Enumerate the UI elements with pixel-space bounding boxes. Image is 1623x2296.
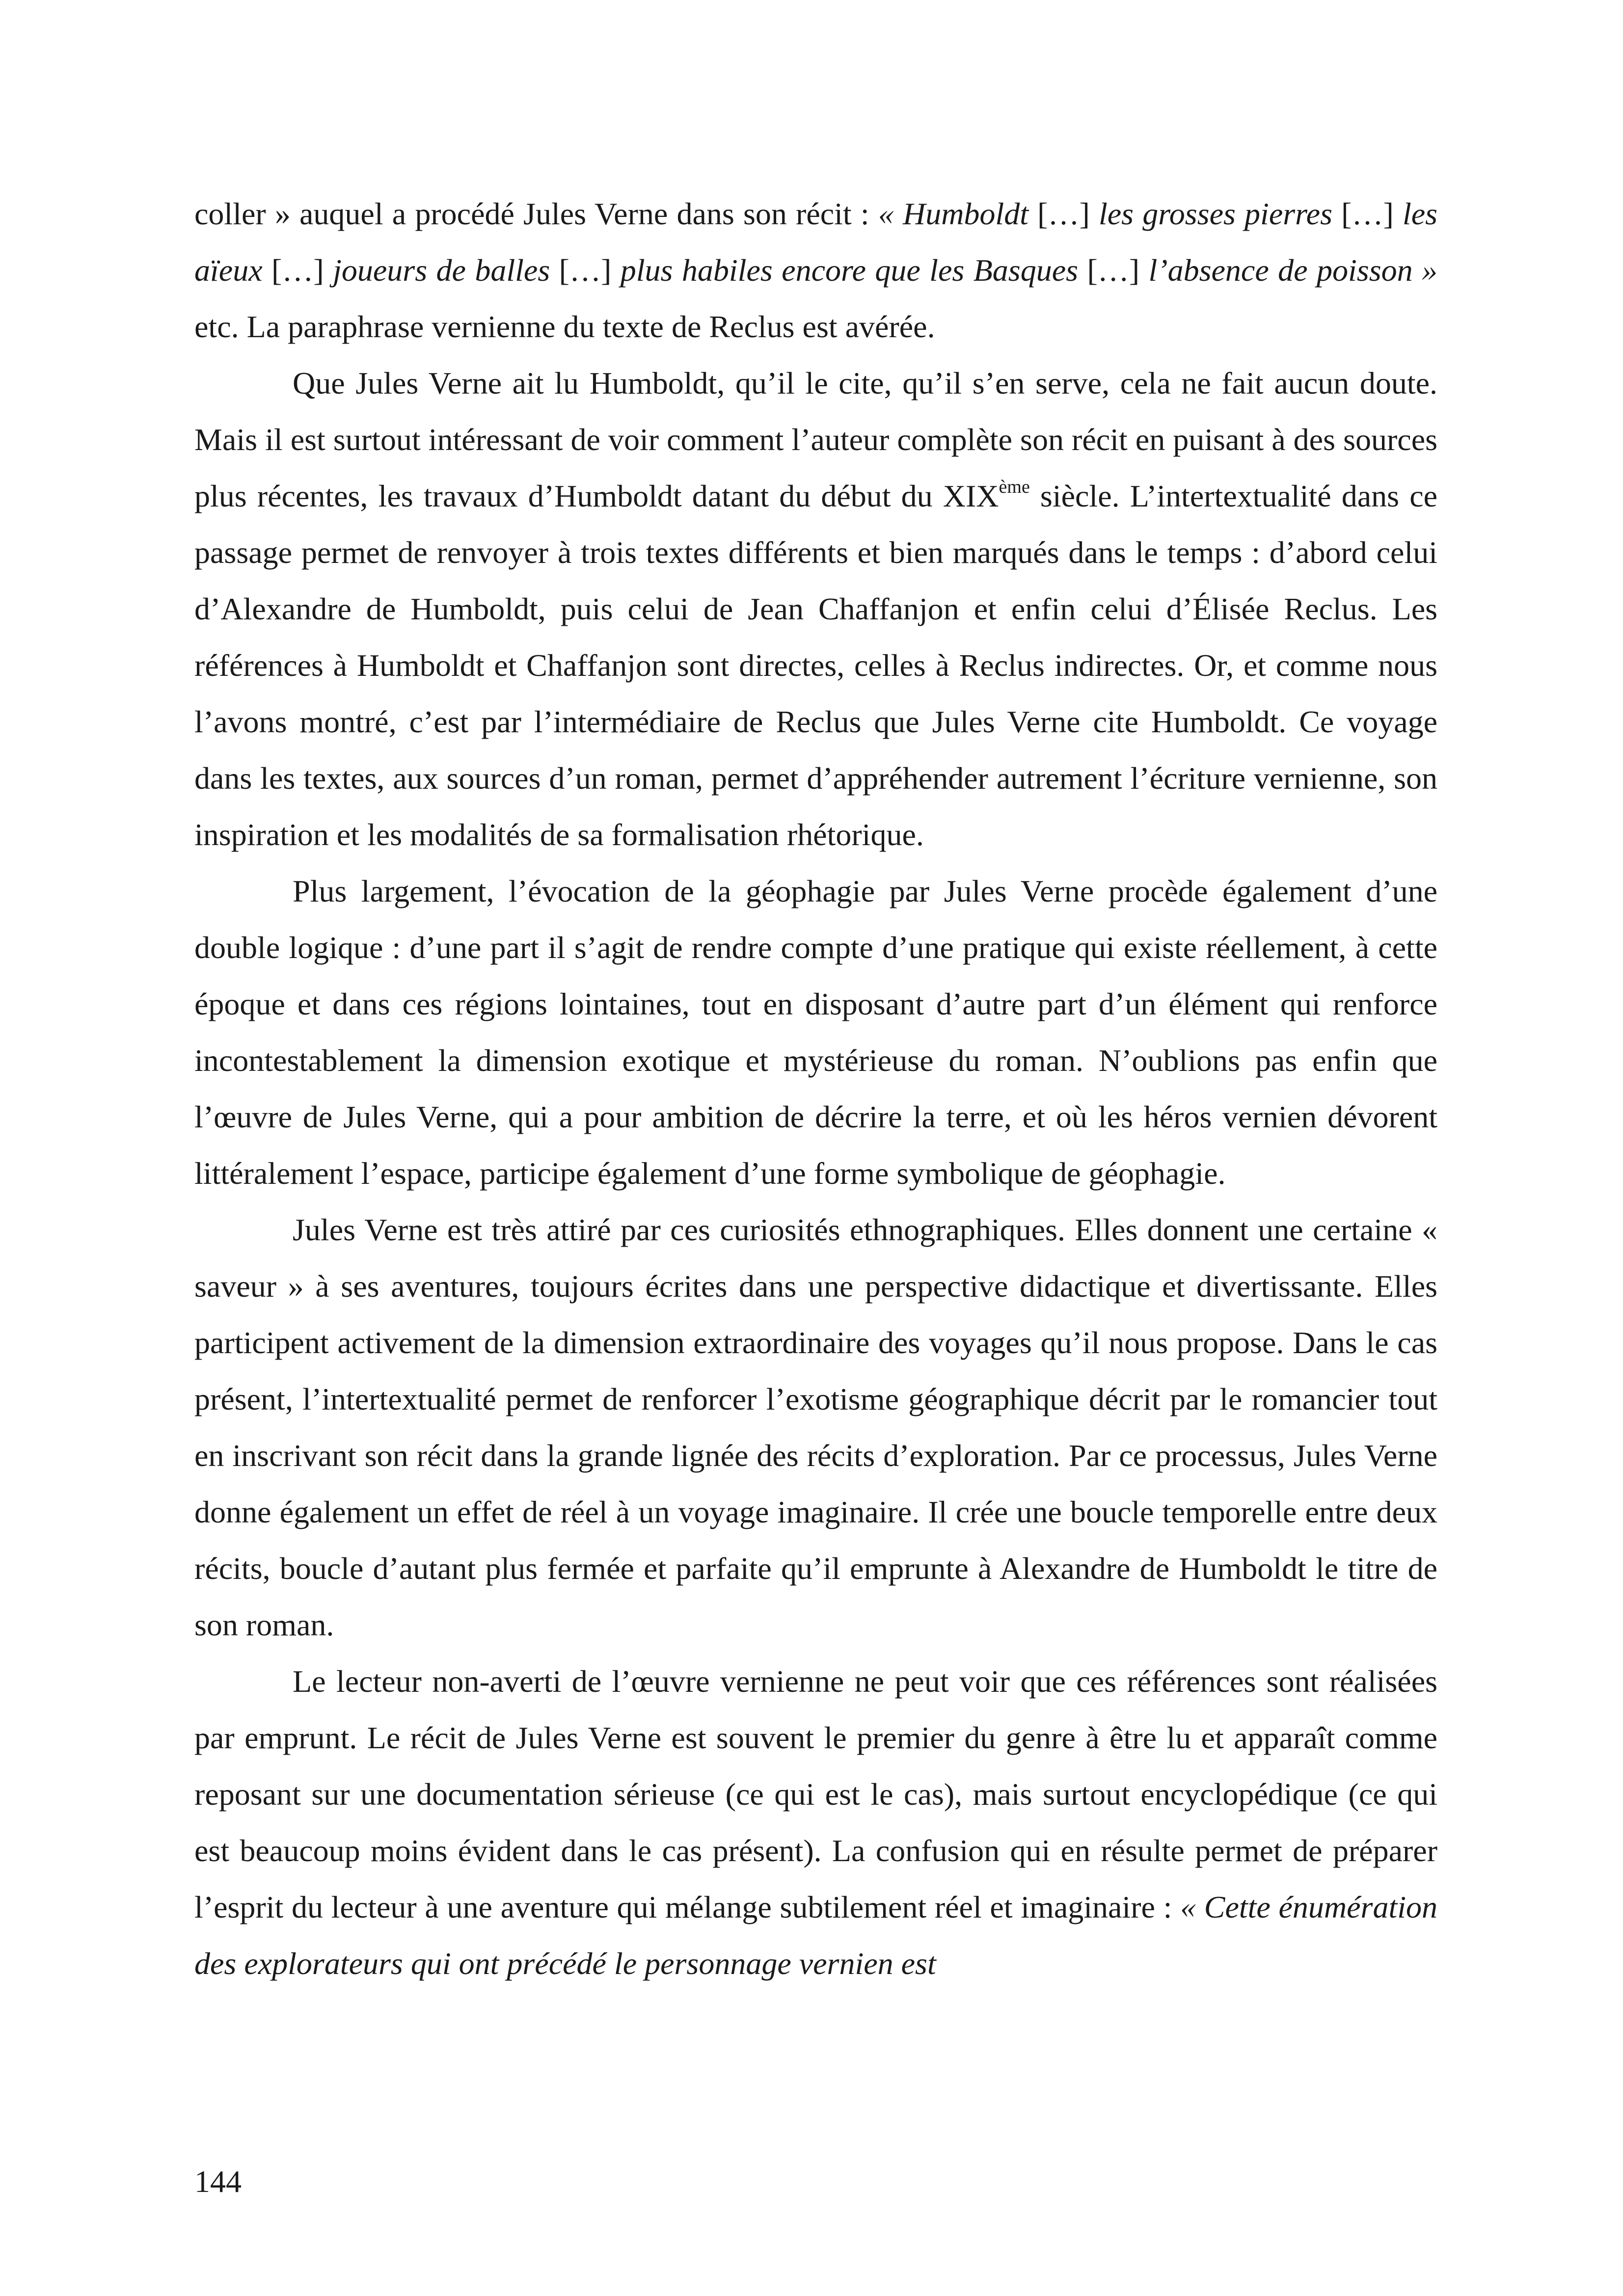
text-segment: Plus largement, l’évocation de la géophagie par Jules Verne procède également d’une double logique : d’une part il s’agit de rendre compte d’une pratique qui existe réellement, à cette époque et dans ces régions lointaines, tout en disposant d’autre part d’un élément qui renforce incontestablement la dimension exotique et mystérieuse du roman. N’oublions pas enfin que l’œuvre de Jules Verne, qui a pour ambition de décrire la terre, et où les héros vernien dévorent littéralement l’espace, participe également d’une forme symbolique de géophagie. — [194, 874, 1437, 1191]
paragraph-3 — [194, 863, 1437, 1201]
italic-quote-text: les grosses pierres — [1098, 196, 1342, 231]
italic-quote-text: plus habiles encore que les Basques — [620, 253, 1087, 288]
italic-quote-text: les aïeux — [194, 196, 1438, 288]
text-segment: coller » auquel a procédé Jules Verne dans son récit : — [194, 196, 878, 231]
paragraph-2 — [194, 355, 1437, 863]
text-segment: […] — [1087, 253, 1149, 288]
paragraph-1 — [194, 186, 1437, 355]
text-segment: Jules Verne est très attiré par ces curiosités ethnographiques. Elles donnent une certaine « saveur » à ses aventures, toujours écrites dans une perspective didactique et divertissante. Elles participent activement de la dimension extraordinaire des voyages qu’il nous propose. Dans le cas présent, l’intertextualité permet de renforcer l’exotisme géographique décrit par le romancier tout en inscrivant son récit dans la grande lignée des récits d’exploration. Par ce processus, Jules Verne donne également un effet de réel à un voyage imaginaire. Il crée une boucle temporelle entre deux récits, boucle d’autant plus fermée et parfaite qu’il emprunte à Alexandre de Humboldt le titre de son roman. — [194, 1212, 1437, 1642]
text-segment: […] — [559, 253, 621, 288]
italic-quote-text: joueurs de balles — [333, 253, 559, 288]
superscript-text: ème — [999, 477, 1030, 497]
text-segment: etc. La paraphrase vernienne du texte de Reclus est avérée. — [194, 309, 935, 344]
text-segment: […] — [1037, 196, 1099, 231]
paragraph-4 — [194, 1201, 1437, 1653]
text-segment: siècle. L’intertextualité dans ce passage permet de renvoyer à trois textes différents et bien marqués dans le temps : d’abord celui d’Alexandre de Humboldt, puis celui de Jean Chaffanjon et enfin celui d’Élisée Reclus. Les références à Humboldt et Chaffanjon sont directes, celles à Reclus indirectes. Or, et comme nous l’avons montré, c’est par l’intermédiaire de Reclus que Jules Verne cite Humboldt. Ce voyage dans les textes, aux sources d’un roman, permet d’appréhender autrement l’écriture vernienne, son inspiration et les modalités de sa formalisation rhétorique. — [194, 479, 1438, 852]
italic-quote-text: « Cette énumération des explorateurs qui ont précédé le personnage vernien est — [194, 1890, 1438, 1981]
text-segment: […] — [1341, 196, 1403, 231]
page-number: 144 — [194, 2164, 242, 2199]
body-text — [194, 186, 1437, 1992]
text-segment: Que Jules Verne ait lu Humboldt, qu’il le cite, qu’il s’en serve, cela ne fait aucun doute. Mais il est surtout intéressant de voir comment l’auteur complète son récit en puisant à des sources plus récentes, les travaux d’Humboldt datant du début du XIX — [194, 366, 1437, 513]
text-segment: […] — [271, 253, 333, 288]
text-segment: Le lecteur non-averti de l’œuvre vernienne ne peut voir que ces références sont réalisées par emprunt. Le récit de Jules Verne est souvent le premier du genre à être lu et apparaît comme reposant sur une documentation sérieuse (ce qui est le cas), mais surtout encyclopédique (ce qui est beaucoup moins évident dans le cas présent). La confusion qui en résulte permet de préparer l’esprit du lecteur à une aventure qui mélange subtilement réel et imaginaire : — [194, 1664, 1437, 1924]
italic-quote-text: l’absence de poisson » — [1148, 253, 1438, 288]
italic-quote-text: « Humboldt — [878, 196, 1038, 231]
paragraph-5 — [194, 1653, 1437, 1992]
